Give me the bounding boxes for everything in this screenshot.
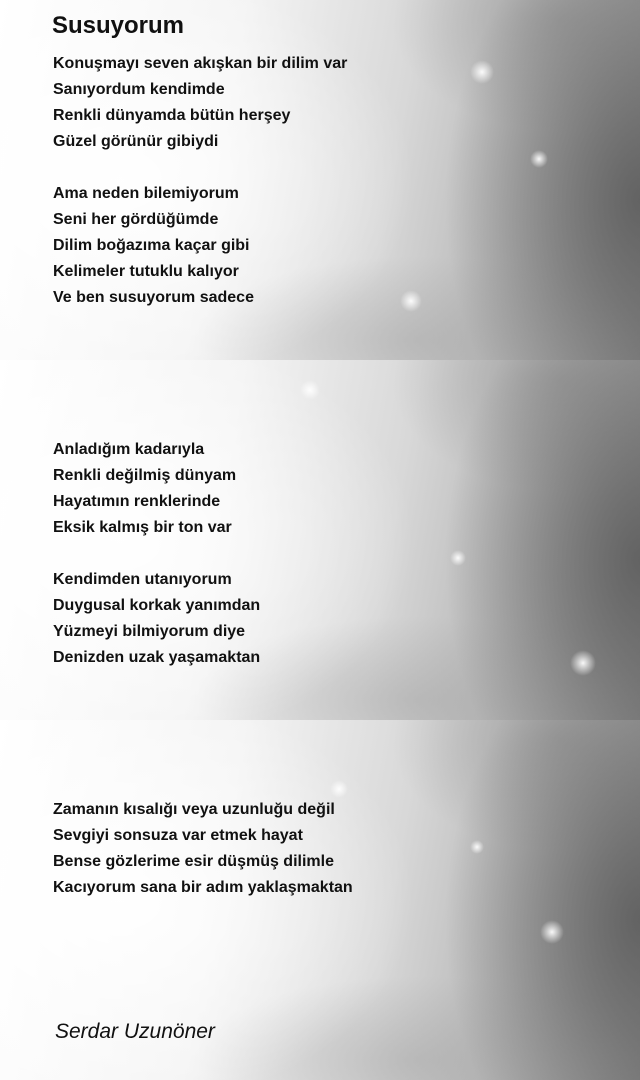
poem-line: Eksik kalmış bir ton var: [53, 519, 232, 536]
poem-line: Anladığım kadarıyla: [53, 441, 205, 458]
stanza-3: [53, 437, 236, 541]
sparkle-decoration: [470, 60, 494, 84]
poem-line: Hayatımın renklerinde: [53, 493, 221, 510]
poem-line: Konuşmayı seven akışkan bir dilim var: [53, 55, 348, 72]
stanza-2: [53, 181, 254, 311]
sparkle-decoration: [470, 840, 484, 854]
poem-line: Kendimden utanıyorum: [53, 571, 232, 588]
poem-line: Renkli dünyamda bütün herşey: [53, 107, 291, 124]
sparkle-decoration: [530, 150, 548, 168]
poem-line: Ama neden bilemiyorum: [53, 185, 239, 202]
stanza-1: [53, 51, 347, 155]
sparkle-decoration: [300, 380, 320, 400]
poem-panel-1: [0, 0, 640, 360]
sparkle-decoration: [400, 290, 422, 312]
poem-line: Dilim boğazıma kaçar gibi: [53, 237, 250, 254]
poem-line: Bense gözlerime esir düşmüş dilimle: [53, 853, 334, 870]
sparkle-decoration: [570, 650, 596, 676]
poem-line: Renkli değilmiş dünyam: [53, 467, 237, 484]
stanza-4: [53, 567, 260, 671]
stanza-5: [53, 797, 353, 901]
poem-line: Denizden uzak yaşamaktan: [53, 649, 261, 666]
poem-panel-3: [0, 720, 640, 1080]
sparkle-decoration: [330, 780, 348, 798]
poem-line: Yüzmeyi bilmiyorum diye: [53, 623, 246, 640]
poem-line: Kacıyorum sana bir adım yaklaşmaktan: [53, 879, 353, 896]
poem-line: Sevgiyi sonsuza var etmek hayat: [53, 827, 303, 844]
poem-line: Sanıyordum kendimde: [53, 81, 225, 98]
poem-line: Duygusal korkak yanımdan: [53, 597, 261, 614]
poem-line: Zamanın kısalığı veya uzunluğu değil: [53, 801, 335, 818]
sparkle-decoration: [450, 550, 466, 566]
poem-line: Seni her gördüğümde: [53, 211, 219, 228]
poem-line: Güzel görünür gibiydi: [53, 133, 219, 150]
poem-line: Kelimeler tutuklu kalıyor: [53, 263, 239, 280]
poem-panel-2: [0, 360, 640, 720]
poem-line: Ve ben susuyorum sadece: [53, 289, 254, 306]
poem-title: Susuyorum: [52, 12, 185, 39]
sparkle-decoration: [540, 920, 564, 944]
poem-author: Serdar Uzunöner: [55, 1020, 215, 1043]
